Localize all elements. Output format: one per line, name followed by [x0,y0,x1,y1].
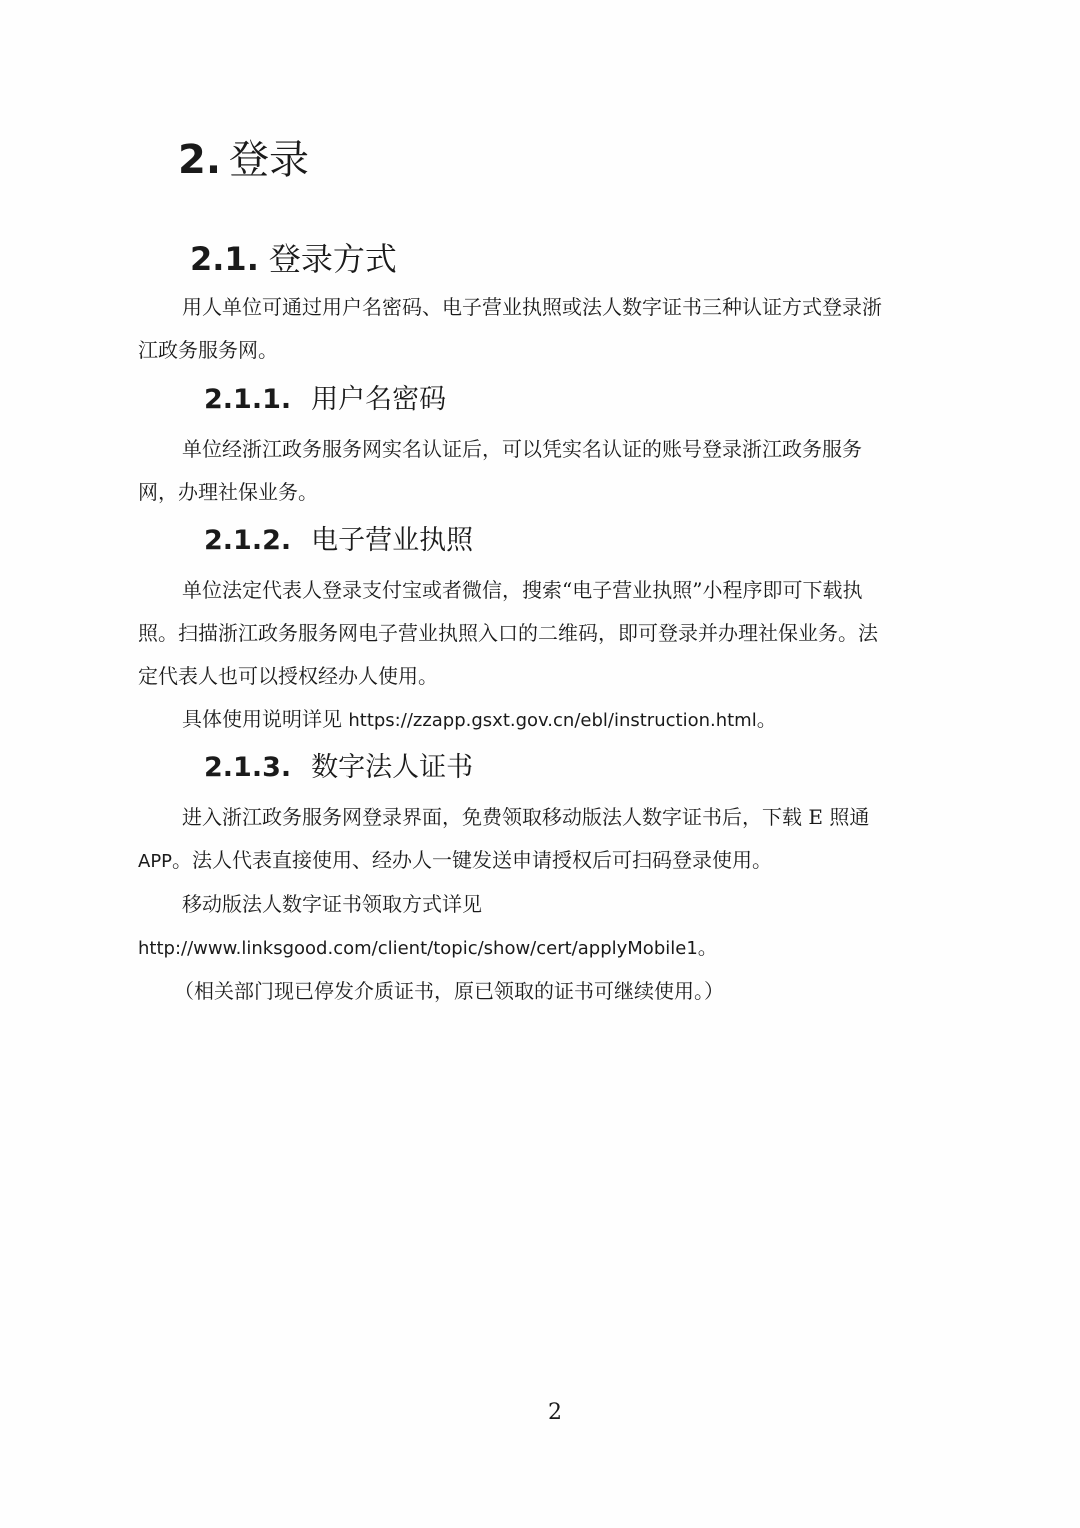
heading-213-number: 2.1.3. [204,752,292,783]
page-number: 2 [548,1400,562,1425]
heading-username-password [204,380,446,420]
certificate-link[interactable]: http://www.linksgood.com/client/topic/show/cert/applyMobile1 [138,938,698,959]
heading-login-title: 登录 [229,137,310,183]
heading-login-methods-title: 登录方式 [268,240,397,278]
heading-digital-certificate [204,748,473,788]
heading-212-number: 2.1.2. [204,525,292,556]
section-213-line-2-rest: 。法人代表直接使用、经办人一键发送申请授权后可扫码登录使用。 [172,848,773,872]
section-212-line-3: 定代表人也可以授权经办人使用。 [138,664,438,688]
heading-login-number: 2. [178,137,222,183]
heading-211-title: 用户名密码 [311,384,447,415]
section-211-line-2: 网，办理社保业务。 [138,480,318,504]
section-211-line-1: 单位经浙江政务服务网实名认证后，可以凭实名认证的账号登录浙江政务服务 [182,437,862,461]
heading-electronic-license [204,521,473,561]
section-213-line-2 [138,839,944,883]
section-213-line-1: 进入浙江政务服务网登录界面，免费领取移动版法人数字证书后，下载 E 照通 [182,805,870,829]
heading-login [178,132,309,188]
certificate-note: （相关部门现已停发介质证书，原已领取的证书可继续使用。） [174,979,724,1003]
heading-211-number: 2.1.1. [204,384,292,415]
digital-certificate-paragraph [138,796,944,1013]
intro-paragraph [138,286,944,372]
intro-line-1: 用人单位可通过用户名密码、电子营业执照或法人数字证书三种认证方式登录浙 [182,295,882,319]
username-password-paragraph [138,428,944,514]
heading-213-title: 数字法人证书 [311,752,474,783]
heading-login-methods [190,236,397,282]
section-213-line-3: 移动版法人数字证书领取方式详见 [182,892,482,916]
certificate-link-suffix: 。 [697,935,718,959]
instruction-line [138,698,944,742]
section-212-line-2: 照。扫描浙江政务服务网电子营业执照入口的二维码，即可登录并办理社保业务。法 [138,621,878,645]
app-label: APP [138,851,173,872]
instruction-prefix: 具体使用说明详见 [182,707,349,731]
heading-212-title: 电子营业执照 [311,525,474,556]
electronic-license-paragraph [138,569,944,742]
heading-login-methods-number: 2.1. [190,240,259,278]
intro-line-2: 江政务服务网。 [138,338,278,362]
instruction-link[interactable]: https://zzapp.gsxt.gov.cn/ebl/instruction.html [348,710,757,731]
certificate-link-line [138,926,944,970]
section-212-line-1: 单位法定代表人登录支付宝或者微信，搜索“电子营业执照”小程序即可下载执 [182,578,863,602]
instruction-suffix: 。 [756,707,777,731]
